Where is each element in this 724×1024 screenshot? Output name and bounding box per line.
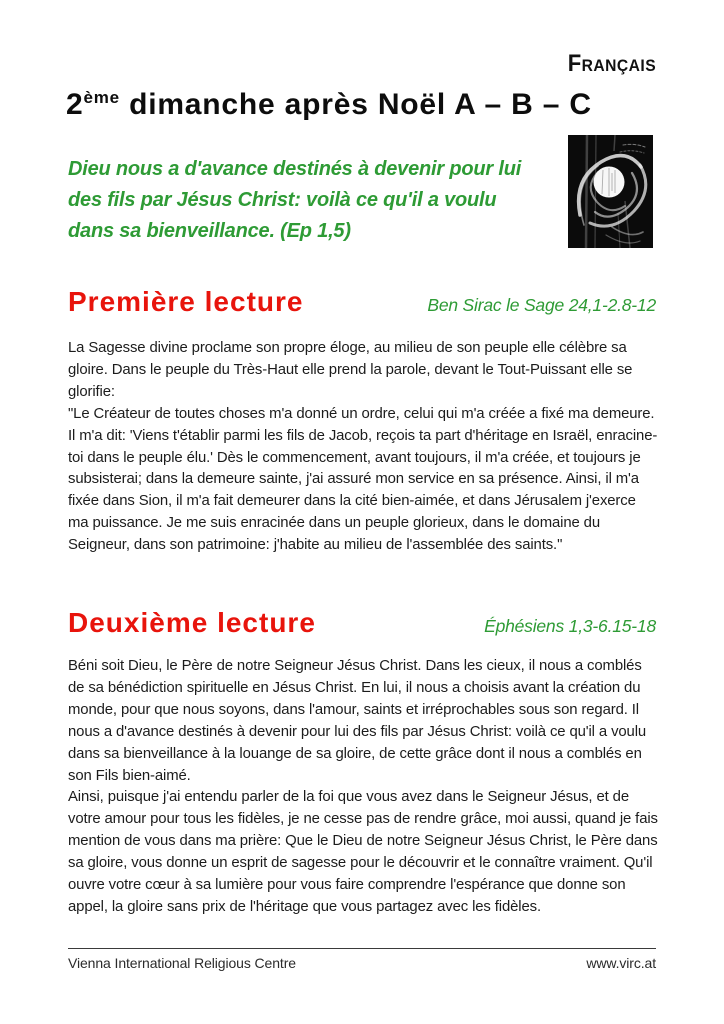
lecture1-header [68,286,656,318]
intro-quote-line: Dieu nous a d'avance destinés à devenir pour lui [68,158,522,180]
moon-swirl-woodcut-image [568,135,653,248]
footer-website: www.virc.at [586,955,656,971]
page-footer [68,948,656,971]
lecture2-reference: Éphésiens 1,3-6.15-18 [484,616,656,636]
intro-quote-line: des fils par Jésus Christ: voilà ce qu'il a voulu [68,189,497,211]
page-title [66,88,666,122]
footer-organization: Vienna International Religious Centre [68,955,296,971]
lecture1-paragraph: "Le Créateur de toutes choses m'a donné un ordre, celui qui m'a créée a fixé ma demeure. Il m'a dit: 'Viens t'établir parmi les fils de Jacob, reçois ta part d'héritage en Israël, enracine-toi dans le peuple élu.' Dès le commencement, avant toujours, il m'a créée, et toujours je subsisterai; dans la demeure sainte, j'ai assuré mon service en sa présence. Ainsi, il m'a fixée dans Sion, il m'a fait demeurer dans la cité bien-aimée, et dans Jérusalem j'exerce ma puissance. Je me suis enracinée dans un peuple glorieux, dans le domaine du Seigneur, dans son patrimoine: j'habite au milieu de l'assemblée des saints." [68,405,658,554]
page-title-text: dimanche après Noël A – B – C [119,88,592,121]
lecture2-header [68,607,656,639]
page-title-ordinal-suffix: ème [83,88,120,107]
intro-quote-line: dans sa bienveillance. (Ep 1,5) [68,220,351,242]
lecture2-paragraph: Ainsi, puisque j'ai entendu parler de la foi que vous avez dans le Seigneur Jésus, et de votre amour pour tous les fidèles, je ne cesse pas de rendre grâce, moi aussi, quand je fais mention de vous dans ma prière: Que le Dieu de notre Seigneur Jésus Christ, le Père dans sa gloire, vous donne un esprit de sagesse pour le découvrir et le connaître vraiment. Qu'il ouvre votre cœur à sa lumière pour vous faire comprendre l'espérance que donne son appel, la gloire sans prix de l'héritage que vous partagez avec les fidèles. [68,789,658,915]
lecture2-paragraph: Béni soit Dieu, le Père de notre Seigneur Jésus Christ. Dans les cieux, il nous a comblés de sa bénédiction spirituelle en Jésus Christ. En lui, il nous a choisis avant la création du monde, pour que nous soyons, dans l'amour, saints et irréprochables sous son regard. Il nous a d'avance destinés à devenir pour lui des fils par Jésus Christ: voilà ce qu'il a voulu dans sa bienveillance à la louange de sa gloire, de cette grâce dont il nous a comblés en son Fils bien-aimé. [68,658,647,784]
lecture1-paragraph: La Sagesse divine proclame son propre éloge, au milieu de son peuple elle célèbre sa gloire. Dans le peuple du Très-Haut elle prend la parole, devant le Tout-Puissant elle se glorifie: [68,340,633,400]
lecture1-body [68,338,660,557]
lecture2-body [68,656,660,919]
intro-quote [68,154,538,247]
page-title-number: 2 [66,88,84,121]
lecture2-heading: Deuxième lecture [68,607,316,638]
lecture1-heading: Première lecture [68,286,304,317]
lecture1-reference: Ben Sirac le Sage 24,1-2.8-12 [427,295,656,315]
language-label: Français [567,50,656,77]
